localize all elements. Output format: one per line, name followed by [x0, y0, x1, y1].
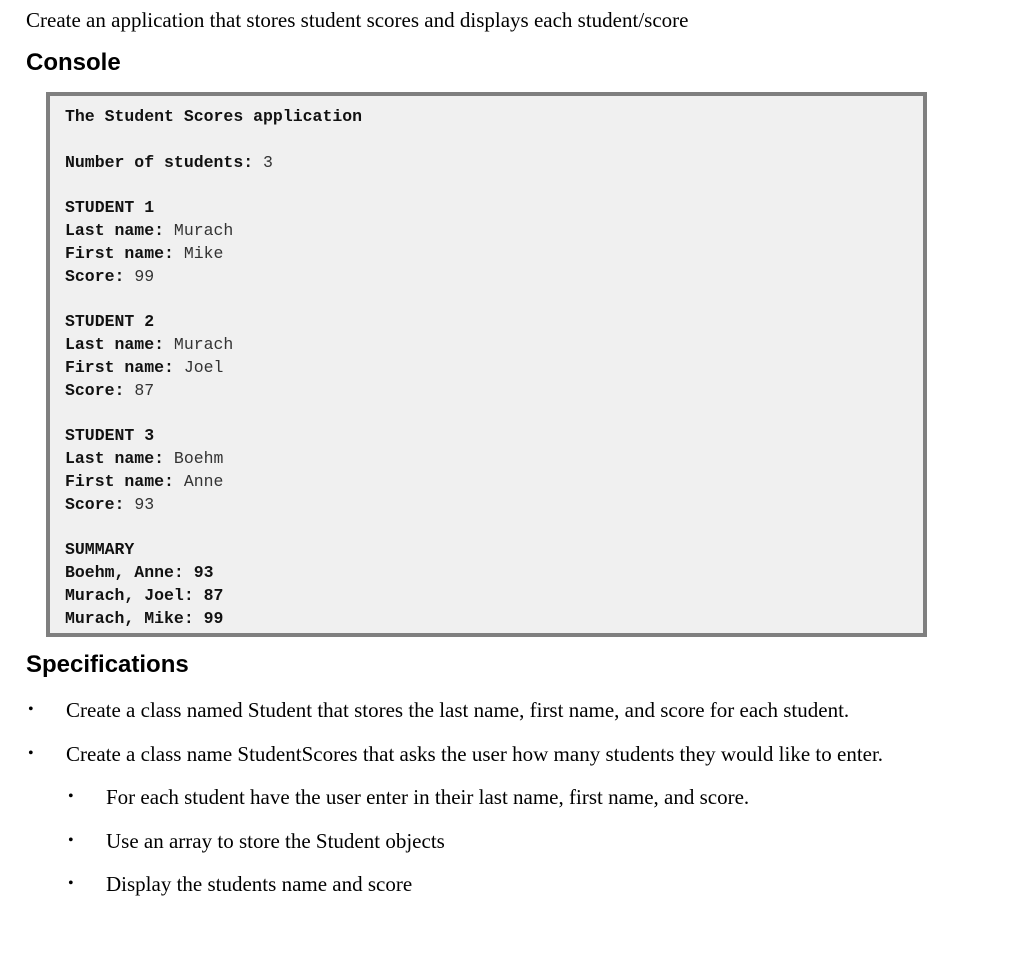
console-line [65, 334, 362, 357]
bullet-icon: • [28, 744, 34, 762]
console-line [65, 448, 362, 471]
console-line [65, 425, 362, 448]
console-line-label: First name: [65, 243, 184, 263]
console-line-label: Murach, Mike: [65, 608, 204, 628]
bullet-icon: • [68, 788, 74, 805]
console-line-value: 93 [134, 494, 155, 514]
console-line-label: Score: [65, 494, 135, 514]
console-line [65, 174, 362, 197]
console-line-label: SUMMARY [65, 540, 135, 560]
console-line-value: 99 [134, 266, 155, 286]
console-lines [65, 106, 362, 630]
console-line-label: First name: [65, 357, 184, 377]
console-line [65, 516, 362, 539]
bullet-icon: • [28, 701, 34, 718]
console-line [65, 266, 362, 289]
console-line-value: 87 [134, 380, 155, 400]
console-line-label: The Student Scores application [65, 107, 363, 126]
console-output-box [46, 92, 927, 637]
bullet-icon: • [68, 831, 74, 849]
console-line-label: Last name: [65, 448, 174, 468]
console-line-value: 93 [193, 562, 214, 582]
console-line-value: Anne [183, 471, 224, 491]
console-line [65, 220, 362, 243]
console-line [65, 539, 362, 562]
console-line-label: Number of students: [65, 152, 264, 172]
console-line-label: Murach, Joel: [65, 585, 204, 605]
console-line-label: STUDENT 3 [65, 426, 155, 446]
specifications-heading: Specifications [26, 651, 189, 678]
console-line-value: 99 [203, 608, 224, 628]
console-line [65, 608, 362, 631]
spec-item-text: Display the students name and score [106, 872, 413, 896]
console-line-label: STUDENT 1 [65, 198, 155, 218]
console-line-value: Mike [183, 243, 224, 263]
spec-item-text: Create a class name StudentScores that asks the user how many students they would like to enter. [66, 741, 884, 766]
console-line [65, 471, 362, 494]
console-line-value: 3 [263, 152, 273, 172]
console-line-value: Joel [183, 357, 224, 377]
console-line [65, 197, 362, 220]
bullet-icon: • [68, 875, 74, 892]
console-line-label: First name: [65, 471, 184, 491]
console-line-value: Murach [173, 334, 234, 354]
console-line [65, 494, 362, 517]
console-line-label: Score: [65, 380, 135, 400]
console-line-value: 87 [203, 585, 224, 605]
spec-item-text: Create a class named Student that stores the last name, first name, and score for each student. [66, 698, 850, 722]
spec-item-text: For each student have the user enter in their last name, first name, and score. [106, 785, 750, 809]
console-line [65, 243, 362, 266]
console-line-label: Last name: [65, 334, 174, 354]
console-line [65, 562, 362, 585]
spec-item-text: Use an array to store the Student objects [106, 828, 445, 853]
intro-text: Create an application that stores student scores and displays each student/score [26, 8, 689, 32]
console-line-label: Boehm, Anne: [65, 562, 194, 582]
console-line [65, 152, 362, 175]
console-line-value: Boehm [173, 448, 224, 468]
console-line [65, 288, 362, 311]
console-line-label: Score: [65, 266, 135, 286]
console-heading: Console [26, 49, 121, 76]
console-line-label: STUDENT 2 [65, 312, 155, 332]
console-line-label: Last name: [65, 220, 174, 240]
console-line [65, 106, 362, 129]
console-line-value: Murach [173, 220, 234, 240]
console-line [65, 402, 362, 425]
console-line [65, 357, 362, 380]
console-line [65, 585, 362, 608]
console-line [65, 380, 362, 403]
console-line [65, 129, 362, 152]
console-line [65, 311, 362, 334]
